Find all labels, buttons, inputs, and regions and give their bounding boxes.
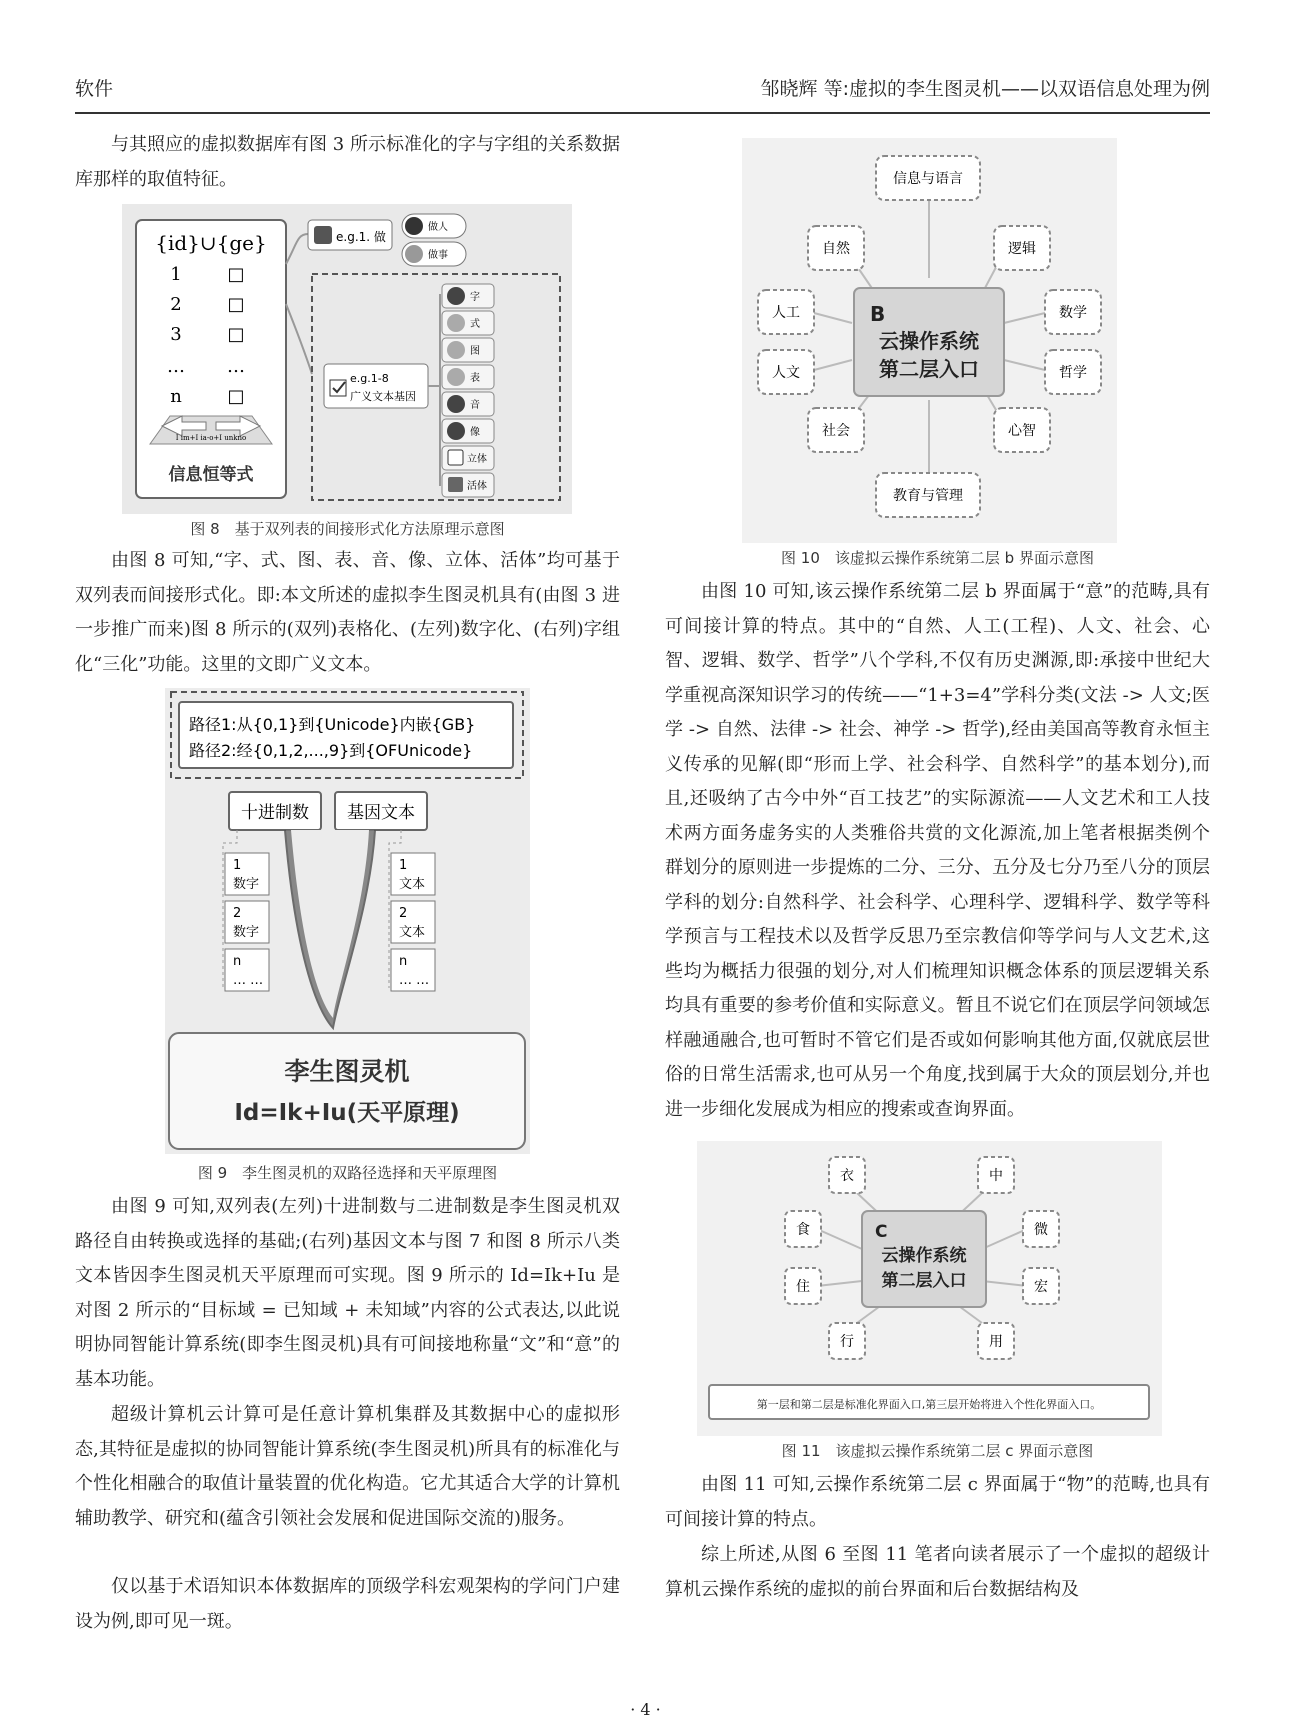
fig9-right-item-text: 文本	[399, 877, 426, 892]
fig8-item: 音	[470, 400, 480, 411]
left-paragraph-3: 由图 9 可知,双列表(左列)十进制数与二进制数是李生图灵机双路径自由转换或选择的基础;(右列)基因文本与图 7 和图 8 所示八类文本皆因李生图灵机天平原理而可实现。图 9 所示的 Id=Ik+Iu 是对图 2 所示的“目标域 = 已知域 + 未知域”内容的公式表达,以此说明协同智能计算系统(即李生图灵机)具有可间接地称量“文”和“意”的基本功能。	[75, 1196, 620, 1390]
fig9-left-item-text: 数字	[233, 877, 260, 892]
fig9-left-item-num: n	[233, 954, 242, 969]
fig8-row: 2	[170, 294, 182, 315]
fig9-right-item-num: 1	[399, 858, 408, 873]
fig8-item: 图	[470, 346, 480, 357]
fig10-node: 教育与管理	[893, 488, 963, 504]
fig9-left-item-num: 1	[233, 858, 242, 873]
fig10-node: 自然	[822, 241, 850, 257]
figure-10-caption: 图 10 该虚拟云操作系统第二层 b 界面示意图	[781, 549, 1094, 567]
fig9-path-2: 路径2:经{0,1,2,...,9}到{OFUnicode}	[189, 741, 473, 760]
fig11-note: 第一层和第二层是标准化界面入口,第三层开始将进入个性化界面入口。	[756, 1398, 1102, 1411]
figure-10	[742, 138, 1117, 543]
fig8-mark: □	[227, 386, 245, 407]
fig8-mark: □	[227, 264, 245, 285]
fig8-row: …	[167, 356, 185, 377]
fig11-center-line1: 云操作系统	[881, 1246, 967, 1266]
running-title: 邹晓辉 等:虚拟的李生图灵机——以双语信息处理为例	[760, 78, 1210, 100]
figure-9-caption: 图 9 李生图灵机的双路径选择和天平原理图	[197, 1164, 498, 1182]
fig8-item: 像	[470, 427, 480, 438]
right-paragraph-2: 由图 11 可知,云操作系统第二层 c 界面属于“物”的范畴,也具有可间接计算的特点。	[665, 1474, 1210, 1530]
fig8-row: 1	[170, 264, 182, 285]
fig8-row: n	[170, 386, 182, 407]
left-paragraph-5: 仅以基于术语知识本体数据库的顶级学科宏观架构的学问门户建设为例,即可见一斑。	[75, 1576, 620, 1632]
journal-name: 软件	[75, 78, 114, 100]
page-number: · 4 ·	[630, 1700, 661, 1719]
fig9-right-item-text: 文本	[399, 925, 426, 940]
fig8-mark: □	[227, 294, 245, 315]
fig9-machine-title: 李生图灵机	[284, 1057, 410, 1086]
fig8-item: 活体	[467, 481, 487, 492]
fig10-node: 人工	[772, 305, 800, 321]
left-paragraph-2: 由图 8 可知,“字、式、图、表、音、像、立体、活体”均可基于双列表而间接形式化。即:本文所述的虚拟李生图灵机具有(由图 3 进一步推广而来)图 8 所示的(双列)表格化、(左列)数字化、(右列)字组化“三化”功能。这里的文即广义文本。	[75, 550, 620, 675]
fig10-center-letter: B	[870, 302, 886, 326]
fig11-node: 行	[840, 1334, 854, 1350]
fig10-node: 心智	[1008, 423, 1036, 439]
fig8-row: 3	[170, 324, 182, 345]
fig9-right-item-num: 2	[399, 906, 408, 921]
fig11-node: 住	[796, 1279, 810, 1295]
fig8-eg18-label: e.g.1-8	[350, 372, 389, 385]
fig9-left-head: 十进制数	[241, 803, 309, 823]
fig9-path-1: 路径1:从{0,1}到{Unicode}内嵌{GB}	[189, 715, 476, 734]
fig11-center-letter: C	[875, 1222, 888, 1242]
fig10-node: 社会	[822, 423, 850, 439]
fig8-item: 字	[470, 292, 480, 303]
left-column	[75, 128, 620, 1639]
figure-8-caption: 图 8 基于双列表的间接形式化方法原理示意图	[190, 520, 505, 538]
fig8-eg1-item: 做事	[428, 250, 448, 261]
fig8-eg1-item: 做人	[428, 222, 448, 233]
fig9-left-item-text: … …	[233, 973, 264, 988]
fig8-eg18-sub: 广义文本基因	[350, 390, 416, 403]
fig10-node: 数学	[1059, 305, 1087, 321]
fig8-item: 式	[470, 319, 480, 330]
fig11-node: 中	[989, 1168, 1003, 1184]
fig9-left-item-text: 数字	[233, 925, 260, 940]
fig10-node: 哲学	[1059, 365, 1087, 381]
fig9-machine-formula: Id=Ik+Iu(天平原理)	[234, 1100, 460, 1126]
fig11-node: 食	[796, 1222, 810, 1238]
fig8-bottom-label: 信息恒等式	[168, 465, 254, 485]
figure-11-caption: 图 11 该虚拟云操作系统第二层 c 界面示意图	[781, 1442, 1094, 1460]
fig8-mark: □	[227, 324, 245, 345]
fig9-left-item-num: 2	[233, 906, 242, 921]
fig8-mark: …	[227, 356, 245, 377]
fig8-eg1-label: e.g.1. 做	[336, 230, 386, 244]
left-paragraph-1: 与其照应的虚拟数据库有图 3 所示标准化的字与字组的关系数据库那样的取值特征。	[75, 134, 620, 190]
fig11-center-line2: 第二层入口	[881, 1271, 967, 1291]
fig11-node: 衣	[840, 1168, 854, 1184]
page-header	[75, 62, 1210, 114]
fig8-set-label: {id}∪{ge}	[155, 231, 267, 255]
fig8-item: 立体	[467, 454, 487, 465]
fig8-item: 表	[470, 373, 480, 384]
fig9-right-item-text: … …	[399, 973, 430, 988]
right-column	[665, 128, 1210, 1607]
fig11-node: 宏	[1034, 1279, 1048, 1295]
fig9-right-item-num: n	[399, 954, 408, 969]
left-paragraph-4: 超级计算机云计算可是任意计算机集群及其数据中心的虚拟形态,其特征是虚拟的协同智能计算系统(李生图灵机)所具有的标准化与个性化相融合的取值计量装置的优化构造。它尤其适合大学的计算机辅助教学、研究和(蕴含引领社会发展和促进国际交流的)服务。	[75, 1404, 620, 1529]
fig10-center-line2: 第二层入口	[879, 357, 979, 381]
figure-8	[122, 204, 572, 514]
fig9-right-head: 基因文本	[347, 803, 415, 823]
fig10-node: 逻辑	[1008, 241, 1036, 257]
fig10-node: 信息与语言	[893, 171, 963, 187]
fig11-node: 微	[1034, 1222, 1048, 1238]
right-paragraph-3: 综上所述,从图 6 至图 11 笔者向读者展示了一个虚拟的超级计算机云操作系统的虚拟的前台界面和后台数据结构及	[665, 1544, 1210, 1600]
figure-9	[165, 688, 530, 1154]
fig10-center-line1: 云操作系统	[879, 329, 979, 353]
fig11-node: 用	[989, 1334, 1003, 1350]
fig8-sum-label: I im+I ia-o+I unkno	[175, 434, 247, 442]
right-paragraph-1: 由图 10 可知,该云操作系统第二层 b 界面属于“意”的范畴,具有可间接计算的特点。其中的“自然、人工(工程)、人文、社会、心智、逻辑、数学、哲学”八个学科,不仅有历史渊源,即:承接中世纪大学重视高深知识学习的传统——“1+3=4”学科分类(文法 -> 人文;医学 -> 自然、法律 -> 社会、神学 -> 哲学),经由美国高等教育永恒主义传承的见解(即“形而上学、社会科学、自然科学”的基本划分),而且,还吸纳了古今中外“百工技艺”的实际源流——人文艺术和工人技术两方面务虚务实的人类雅俗共赏的文化源流,加上笔者根据类例个群划分的原则进一步提炼的二分、三分、五分及七分乃至八分的顶层学科的划分:自然科学、社会科学、心理科学、逻辑科学、数学等科学预言与工程技术以及哲学反思乃至宗教信仰等学问与人文艺术,这些均为概括力很强的划分,对人们梳理知识概念体系的顶层逻辑关系均具有重要的参考价值和实际意义。暂且不说它们在顶层学问领域怎样融通融合,也可暂时不管它们是否或如何影响其他方面,仅就底层世俗的日常生活需求,也可从另一个角度,找到属于大众的顶层划分,并也进一步细化发展成为相应的搜索或查询界面。	[665, 581, 1210, 1120]
fig10-node: 人文	[772, 365, 800, 381]
figure-11	[697, 1141, 1162, 1436]
